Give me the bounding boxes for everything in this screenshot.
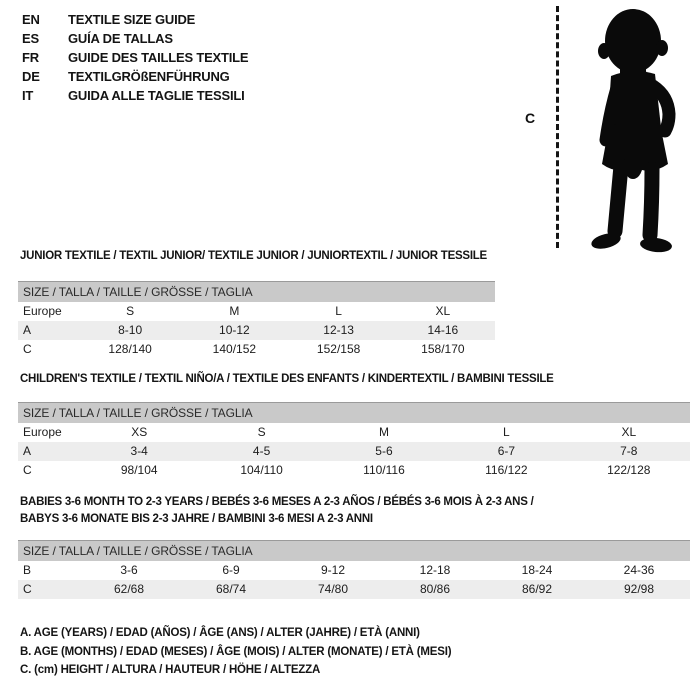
table-title-children: CHILDREN'S TEXTILE / TEXTIL NIÑO/A / TEXTILE DES ENFANTS / KINDERTEXTIL / BAMBINI TESSILE (20, 373, 554, 385)
size-cell: 116/122 (485, 463, 528, 477)
table-row (18, 461, 690, 480)
legend (20, 624, 451, 680)
size-cell: XL (435, 304, 451, 318)
size-cell: 7-8 (568, 442, 690, 461)
row-label: C (18, 580, 78, 599)
language-code: IT (22, 88, 34, 103)
size-cell: 4-5 (200, 442, 322, 461)
size-cell: 128/140 (108, 342, 152, 356)
size-cell: 122/128 (607, 463, 651, 477)
size-cell: 8-10 (78, 321, 182, 340)
row-label: Europe (23, 425, 62, 439)
table-title-babies (20, 494, 534, 528)
row-label: A (18, 321, 78, 340)
size-cell: 12-13 (287, 321, 391, 340)
language-title: GUÍA DE TALLAS (68, 31, 173, 46)
legend-line-b: B. AGE (MONTHS) / EDAD (MESES) / ÂGE (MOIS) / ALTER (MONATE) / ETÀ (MESI) (20, 645, 452, 658)
row-label: Europe (23, 304, 62, 318)
size-header-bar: SIZE / TALLA / TAILLE / GRÖSSE / TAGLIA (18, 541, 690, 561)
language-title-list (22, 10, 248, 105)
size-cell: 80/86 (384, 580, 486, 599)
size-cell: S (126, 304, 135, 318)
row-label: B (23, 563, 32, 577)
size-cell: 92/98 (588, 580, 690, 599)
language-row (22, 10, 248, 29)
language-title: TEXTILE SIZE GUIDE (68, 12, 196, 27)
table-row (18, 442, 690, 461)
language-title: GUIDA ALLE TAGLIE TESSILI (68, 88, 245, 103)
size-cell: 110/116 (363, 463, 405, 477)
size-cell: 9-12 (320, 563, 346, 577)
size-cell: XL (621, 425, 637, 439)
size-cell: 68/74 (180, 580, 282, 599)
language-row (22, 29, 248, 48)
size-cell: 86/92 (486, 580, 588, 599)
children-size-table (18, 402, 690, 480)
table-row (18, 321, 495, 340)
legend-line-c: C. (cm) HEIGHT / ALTURA / HAUTEUR / HÖHE / ALTEZZA (20, 664, 321, 676)
size-cell: 18-24 (521, 563, 553, 577)
size-cell: S (257, 425, 266, 439)
size-cell: 62/68 (78, 580, 180, 599)
measure-c-label: C (525, 110, 536, 126)
size-cell: 152/158 (316, 342, 361, 356)
junior-size-table (18, 281, 495, 359)
row-label: A (18, 442, 78, 461)
table-title-babies-line1: BABIES 3-6 MONTH TO 2-3 YEARS / BEBÉS 3-6 MESES A 2-3 AÑOS / BÉBÉS 3-6 MOIS À 2-3 ANS / (20, 496, 534, 508)
table-row (18, 302, 495, 321)
size-cell: 3-4 (78, 442, 200, 461)
height-dashed-line (556, 6, 559, 248)
toddler-silhouette-icon (565, 4, 700, 254)
language-code: DE (22, 69, 40, 84)
size-cell: 140/152 (212, 342, 257, 356)
language-code: FR (22, 50, 39, 65)
table-title-babies-line2: BABYS 3-6 MONATE BIS 2-3 JAHRE / BAMBINI 3-6 MESI A 2-3 ANNI (20, 513, 373, 525)
language-row (22, 86, 248, 105)
row-label: C (23, 463, 32, 477)
size-cell: 10-12 (182, 321, 286, 340)
height-measure-figure (505, 4, 700, 254)
size-cell: 74/80 (282, 580, 384, 599)
table-row (18, 423, 690, 442)
size-cell: 158/170 (421, 342, 465, 356)
size-cell: 104/110 (240, 463, 283, 477)
size-cell: 6-7 (445, 442, 567, 461)
row-label: C (23, 342, 32, 356)
table-row (18, 340, 495, 359)
size-cell: 12-18 (419, 563, 451, 577)
table-row (18, 580, 690, 599)
language-code: EN (22, 12, 40, 27)
size-cell: XS (131, 425, 148, 439)
language-row (22, 67, 248, 86)
size-cell: 5-6 (323, 442, 445, 461)
size-cell: 24-36 (623, 563, 655, 577)
table-title-junior: JUNIOR TEXTILE / TEXTIL JUNIOR/ TEXTILE JUNIOR / JUNIORTEXTIL / JUNIOR TESSILE (20, 250, 487, 262)
language-title: TEXTILGRÖßENFÜHRUNG (68, 69, 230, 84)
babies-size-table (18, 540, 690, 599)
size-cell: 6-9 (222, 563, 240, 577)
language-code: ES (22, 31, 39, 46)
table-row (18, 561, 690, 580)
size-cell: M (378, 425, 389, 439)
size-cell: 14-16 (391, 321, 495, 340)
legend-line-a: A. AGE (YEARS) / EDAD (AÑOS) / ÂGE (ANS) / ALTER (JAHRE) / ETÀ (ANNI) (20, 627, 420, 639)
language-title: GUIDE DES TAILLES TEXTILE (68, 50, 249, 65)
size-header-bar: SIZE / TALLA / TAILLE / GRÖSSE / TAGLIA (18, 403, 690, 423)
language-row (22, 48, 248, 67)
size-cell: 98/104 (120, 463, 158, 477)
size-cell: M (229, 304, 240, 318)
size-cell: 3-6 (120, 563, 138, 577)
size-cell: L (335, 304, 342, 318)
size-cell: L (503, 425, 510, 439)
size-header-bar: SIZE / TALLA / TAILLE / GRÖSSE / TAGLIA (18, 282, 495, 302)
